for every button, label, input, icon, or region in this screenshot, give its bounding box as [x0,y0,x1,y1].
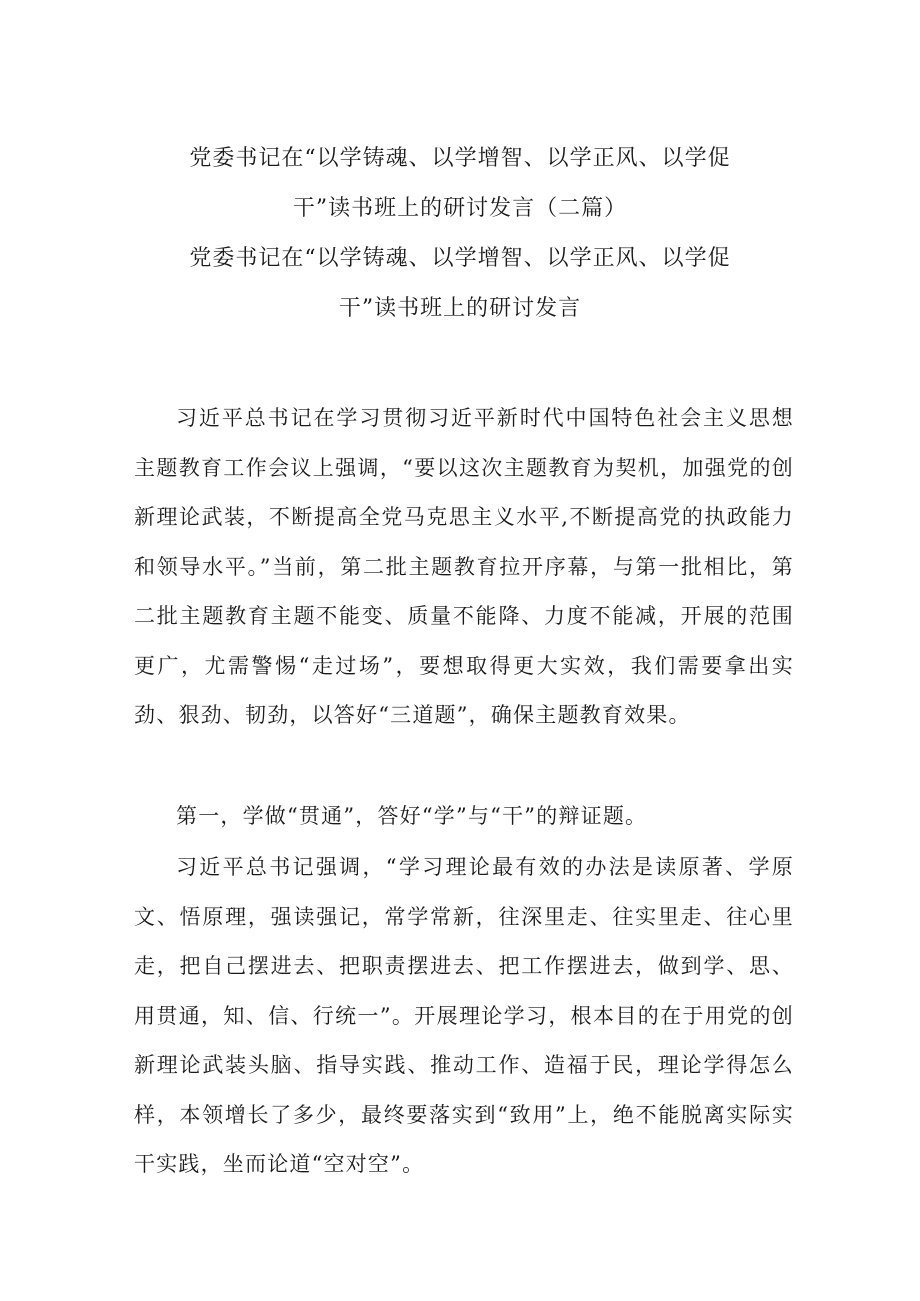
title-line-2: 干”读书班上的研讨发言（二篇） [292,196,628,221]
section-title-line-2: 干”读书班上的研讨发言 [338,296,582,321]
document-title [130,134,790,234]
body-paragraph-heading-first: 第一，学做“贯通”，答好“学”与“干”的辩证题。 [176,804,648,828]
body-paragraph-intro: 习近平总书记在学习贯彻习近平新时代中国特色社会主义思想主题教育工作会议上强调，“要以这次主题教育为契机，加强党的创新理论武装，不断提高全党马克思主义水平,不断提高党的执政能力和领导水平。”当前，第二批主题教育拉开序幕，与第一批相比，第二批主题教育主题不能变、质量不能降、力度不能减，开展的范围更广，尤需警惕“走过场”，要想取得更大实效，我们需要拿出实劲、狠劲、韧劲，以答好“三道题”，确保主题教育效果。 [134,406,794,727]
section-title [130,234,790,334]
body-paragraph-theory: 习近平总书记强调，“学习理论最有效的办法是读原著、学原文、悟原理，强读强记，常学常新，往深里走、往实里走、往心里走，把自己摆进去、把职责摆进去、把工作摆进去，做到学、思、用贯通，知、信、行统一”。开展理论学习，根本目的在于用党的创新理论武装头脑、指导实践、推动工作、造福于民，理论学得怎么样，本领增长了多少，最终要落实到“致用”上，绝不能脱离实际实干实践，坐而论道“空对空”。 [134,855,794,1176]
title-line-1: 党委书记在“以学铸魂、以学增智、以学正风、以学促 [189,146,731,171]
section-title-line-1: 党委书记在“以学铸魂、以学增智、以学正风、以学促 [189,246,731,271]
